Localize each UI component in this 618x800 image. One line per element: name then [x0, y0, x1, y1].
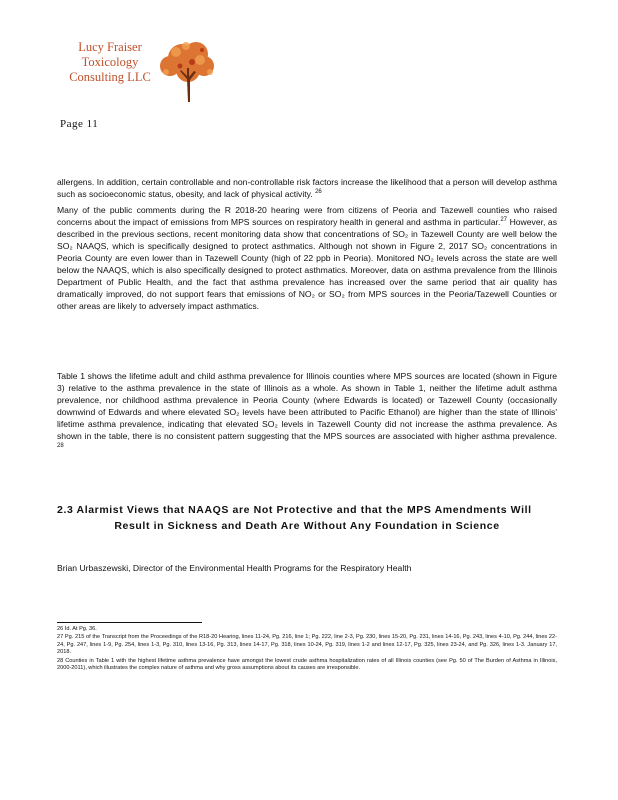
- heading-line-2: Result in Sickness and Death Are Without Any Foundation in Science: [114, 520, 500, 532]
- heading-line-1: 2.3 Alarmist Views that NAAQS are Not Protective and that the MPS Amendments Will: [57, 504, 532, 516]
- footnote-ref-28: 28: [57, 443, 64, 450]
- footnote-26: 26 Id. At Pg. 36.: [57, 626, 97, 632]
- paragraph-3-text: Table 1 shows the lifetime adult and child asthma prevalence for Illinois counties where MPS sources are located (shown in Figure 3) relative to the asthma prevalence in the state of Illinois as a whole. As shown in Table 1, neither the lifetime adult asthma prevalence, nor childhood asthma prevalence in Peoria County (where Edwards is located) or Tazewell County (occasionally downwind of Edwards and where elevated SO₂ levels have been attributed to Pacific Ethanol) are higher than the state of Illinois' lifetime asthma prevalence, indicating that elevated SO₂ levels in Tazewell County did not increase the asthma prevalence. As shown in the table, there is no consistent pattern suggesting that the MPS sources are associated with higher asthma prevalence.: [57, 371, 557, 441]
- page-number-label: Page 11: [60, 118, 99, 130]
- footnotes: [57, 626, 557, 673]
- paragraph-2-text: Many of the public comments during the R 2018-20 hearing were from citizens of Peoria and Tazewell counties who raised concerns about the impact of emissions from MPS sources on respiratory health in general and asthma in particular.: [57, 205, 557, 227]
- footnote-27: 27 Pg. 215 of the Transcript from the Proceedings of the R18-20 Hearing, lines 11-24, Pg. 216, line 1; Pg. 222, line 2-3, Pg. 230, lines 15-20, Pg. 231, lines 14-16, Pg. 243, lines 4-10, Pg. 244, lines 22-24, Pg. 247, lines 1-9, Pg. 254, lines 1-3, Pg. 310, lines 13-16, Pg. 313, lines 14-17, Pg. 318, lines 10-24, Pg. 319, lines 1-2 and lines 12-17, Pg. 325, lines 23-24, and Pg. 326, lines 1-3. January 17, 2018.: [57, 634, 557, 656]
- tree-logo-icon: [152, 36, 222, 104]
- footnote-divider: [57, 622, 202, 623]
- paragraph-1-text: allergens. In addition, certain controllable and non-controllable risk factors increase the likelihood that a person will develop asthma such as socioeconomic status, obesity, and lack of physical activity.: [57, 177, 557, 199]
- footnote-ref-27: 27: [500, 217, 508, 224]
- paragraph-3: [57, 370, 557, 454]
- paragraph-4: [57, 562, 557, 574]
- footnote-28: 28 Counties in Table 1 with the highest lifetime asthma prevalence have amongst the lowest crude asthma hospitalization rates of all Illinois counties (see Pg. 50 of The Burden of Asthma in Illinois, 2000-2011), which illustrates the complex nature of asthma and why gross assumptions about its causes are irresponsible.: [57, 657, 557, 672]
- logo-text: [60, 40, 160, 85]
- section-heading-2-3: [57, 502, 557, 534]
- logo-line-2: Toxicology: [81, 55, 139, 69]
- logo-line-3: Consulting LLC: [69, 70, 151, 84]
- footnote-ref-26: 26: [315, 189, 322, 196]
- company-logo: [60, 36, 220, 106]
- logo-line-1: Lucy Fraiser: [78, 40, 142, 54]
- paragraph-1: [57, 176, 557, 200]
- paragraph-2: [57, 204, 557, 312]
- paragraph-4-text: Brian Urbaszewski, Director of the Environmental Health Programs for the Respiratory Health: [57, 563, 412, 573]
- paragraph-2-continued: However, as described in the previous sections, recent monitoring data show that concentrations of SO₂ in Tazewell County are well below the SO₂ NAAQS, which is specifically designed to protect asthmatics. Although not shown in Figure 2, 2017 SO₂ concentrations in Peoria County are even lower than in Tazewell County (high of 22 ppb in Peoria). Monitored NO₂ levels across the state are well below the NAAQS, which is also specifically designed to protect asthmatics. Moreover, data on asthma prevalence from the Illinois Department of Public Health, and the fact that asthma prevalence has increased over the same period that air quality has dramatically improved, do not support fears that emissions of NO₂ or SO₂ from MPS sources in the Peoria/Tazewell Counties or other areas are likely to adversely impact asthmatics.: [57, 217, 557, 311]
